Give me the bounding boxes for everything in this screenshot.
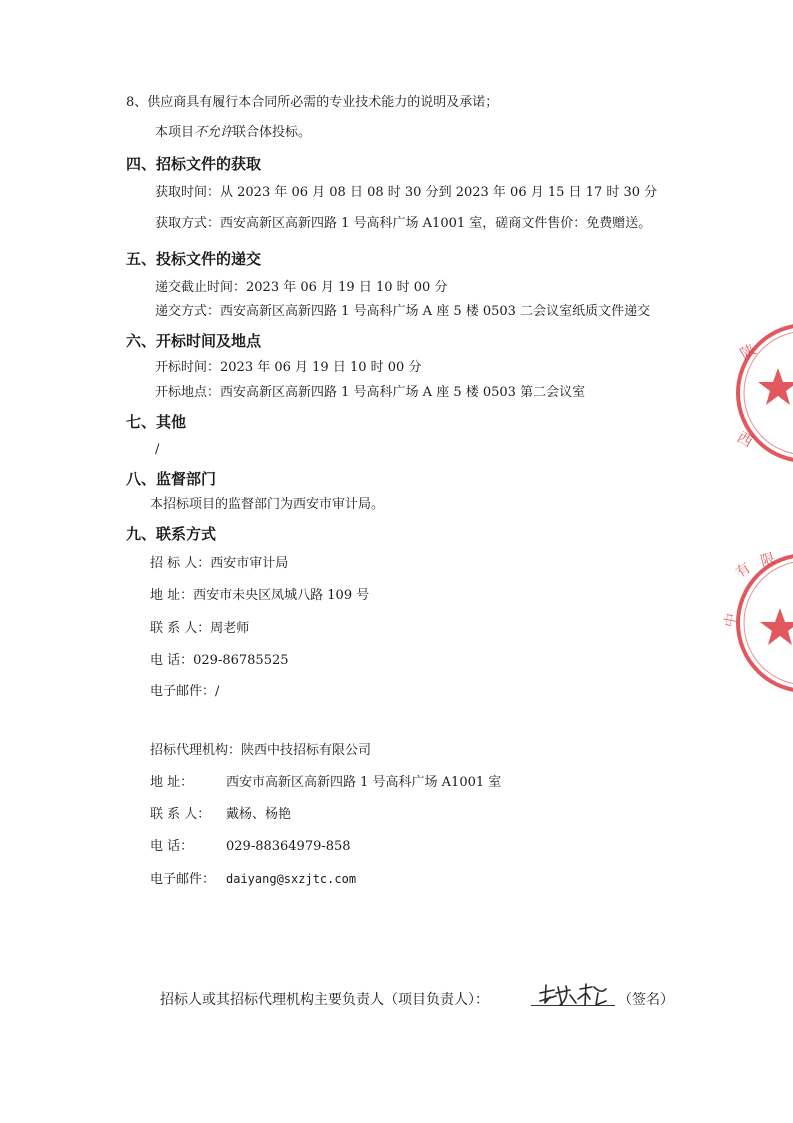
agency-phone: 029-88364979-858 xyxy=(226,839,351,854)
svg-text:陕: 陕 xyxy=(737,340,760,364)
tenderer-address-row xyxy=(150,588,369,604)
agency-email-row xyxy=(150,871,356,888)
consortium-note xyxy=(155,125,311,141)
tenderer-name-label: 招 标 人： xyxy=(150,556,211,571)
consortium-note-emphasis: 不允许 xyxy=(194,125,234,140)
tenderer-phone-row xyxy=(150,653,289,669)
tenderer-name-row xyxy=(150,556,288,572)
section-8-heading: 八、监督部门 xyxy=(126,470,217,488)
tenderer-address: 西安市未央区凤城八路 109 号 xyxy=(193,588,370,603)
svg-text:有: 有 xyxy=(733,560,754,582)
agency-name-row xyxy=(150,743,371,759)
tenderer-contact-row xyxy=(150,621,249,637)
tenderer-name: 西安市审计局 xyxy=(210,556,289,571)
agency-address-label: 地 址： xyxy=(150,775,194,790)
handwritten-signature xyxy=(536,981,616,1009)
agency-contact-label: 联 系 人： xyxy=(150,807,211,822)
agency-contact-row xyxy=(150,807,291,823)
section-9-heading: 九、联系方式 xyxy=(126,525,217,543)
section-7-heading: 七、其他 xyxy=(126,413,187,431)
svg-text:限: 限 xyxy=(758,550,777,570)
other-content: / xyxy=(155,442,160,457)
document-obtain-time: 获取时间：从 2023 年 06 月 08 日 08 时 30 分到 2023 年 06 月 15 日 17 时 30 分 xyxy=(155,185,658,200)
bid-opening-place: 开标地点：西安高新区高新四路 1 号高科广场 A 座 5 楼 0503 第二会议室 xyxy=(155,385,586,400)
tenderer-email: / xyxy=(215,684,220,699)
bid-opening-time: 开标时间：2023 年 06 月 19 日 10 时 00 分 xyxy=(155,360,422,375)
seal-stamp-bottom xyxy=(722,548,793,698)
agency-address: 西安市高新区高新四路 1 号高科广场 A1001 室 xyxy=(226,775,502,790)
signature-label: 招标人或其招标代理机构主要负责人（项目负责人）： xyxy=(160,992,489,1008)
document-obtain-method: 获取方式：西安高新区高新四路 1 号高科广场 A1001 室，磋商文件售价：免费赠送。 xyxy=(155,216,652,231)
svg-text:西: 西 xyxy=(734,427,757,451)
section-4-heading: 四、招标文件的获取 xyxy=(126,155,262,173)
agency-phone-row xyxy=(150,839,351,855)
agency-address-row xyxy=(150,775,501,791)
tenderer-phone-label: 电 话： xyxy=(150,653,194,668)
tenderer-contact-label: 联 系 人： xyxy=(150,621,211,636)
svg-text:中: 中 xyxy=(722,612,741,629)
tenderer-email-row xyxy=(150,684,219,700)
agency-name-label: 招标代理机构： xyxy=(150,743,242,758)
supervision-department: 本招标项目的监督部门为西安市审计局。 xyxy=(150,497,385,512)
agency-email: daiyang@sxzjtc.com xyxy=(226,872,357,886)
agency-phone-label: 电 话： xyxy=(150,839,194,854)
tenderer-address-label: 地 址： xyxy=(150,588,194,603)
submission-deadline: 递交截止时间：2023 年 06 月 19 日 10 时 00 分 xyxy=(155,280,448,295)
section-6-heading: 六、开标时间及地点 xyxy=(126,332,262,350)
tenderer-email-label: 电子邮件： xyxy=(150,684,216,699)
agency-name: 陕西中技招标有限公司 xyxy=(241,743,372,758)
agency-contact: 戴杨、杨艳 xyxy=(226,807,292,822)
section-5-heading: 五、投标文件的递交 xyxy=(126,250,262,268)
seal-stamp-top xyxy=(730,318,793,468)
consortium-note-prefix: 本项目 xyxy=(155,125,195,140)
item-8-text: 8、供应商具有履行本合同所必需的专业技术能力的说明及承诺； xyxy=(126,95,499,110)
agency-email-label: 电子邮件： xyxy=(150,872,216,887)
submission-method: 递交方式：西安高新区高新四路 1 号高科广场 A 座 5 楼 0503 二会议室纸质文件递交 xyxy=(155,304,651,319)
tenderer-contact: 周老师 xyxy=(210,621,250,636)
consortium-note-suffix: 联合体投标。 xyxy=(233,125,312,140)
tenderer-phone: 029-86785525 xyxy=(193,653,289,668)
signature-suffix: （签名） xyxy=(618,992,674,1008)
